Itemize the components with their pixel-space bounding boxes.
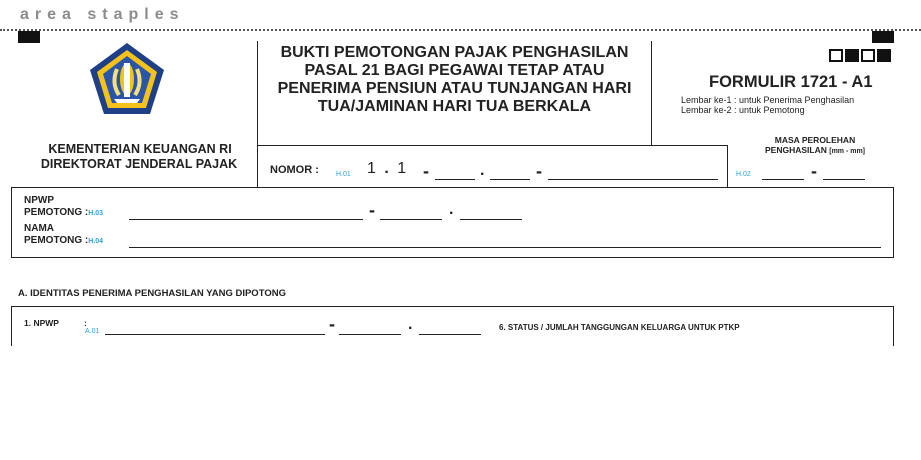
npwp-pemotong-label-1: NPWP <box>24 195 54 206</box>
corner-squares <box>829 49 891 62</box>
nomor-dot: . <box>384 160 391 177</box>
sheet-1-note: Lembar ke-1 : untuk Penerima Penghasilan <box>681 95 855 105</box>
npwp-pemotong-field-3[interactable] <box>460 219 522 220</box>
nomor-box-top <box>257 145 727 146</box>
section-a-title: A. IDENTITAS PENERIMA PENGHASILAN YANG DIPOTONG <box>18 288 286 299</box>
nama-pemotong-label-1: NAMA <box>24 223 54 234</box>
recipient-npwp-colon: : <box>84 318 87 328</box>
nomor-digit-2: 1 <box>397 160 409 177</box>
registration-mark-right <box>872 31 894 43</box>
nomor-code: H.01 <box>336 171 351 178</box>
registration-mark-left <box>18 31 40 43</box>
square-white-1 <box>829 49 843 62</box>
square-black-1 <box>845 49 859 62</box>
nomor-prefix <box>367 160 408 178</box>
divider-title-form <box>651 41 652 145</box>
nomor-separator-2: . <box>480 162 485 179</box>
period-end-field[interactable] <box>823 179 865 180</box>
recipient-npwp-field-1[interactable] <box>105 334 325 335</box>
recipient-npwp-field-2[interactable] <box>339 334 401 335</box>
form-title-line2: PASAL 21 BAGI PEGAWAI TETAP ATAU <box>304 62 605 79</box>
ptkp-status-label: 6. STATUS / JUMLAH TANGGUNGAN KELUARGA UNTUK PTKP <box>499 323 740 332</box>
pemotong-box-left <box>11 187 12 257</box>
header-bottom-line <box>11 187 893 188</box>
period-code: H.02 <box>736 171 751 178</box>
npwp-pemotong-code: H.03 <box>88 210 104 217</box>
section-a-box-right <box>893 306 894 346</box>
nama-pemotong-code: H.04 <box>88 238 104 245</box>
staples-dotted-line <box>0 29 921 31</box>
nomor-field-3[interactable] <box>548 179 718 180</box>
nomor-field-1[interactable] <box>435 179 475 180</box>
directorate-name: DIREKTORAT JENDERAL PAJAK <box>40 157 238 171</box>
section-a-box-left <box>11 306 12 346</box>
npwp-pemotong-label-2: PEMOTONG : <box>24 207 89 218</box>
nomor-label: NOMOR : <box>270 164 319 176</box>
form-title-line1: BUKTI PEMOTONGAN PAJAK PENGHASILAN <box>280 44 629 61</box>
recipient-npwp-label: 1. NPWP <box>24 318 59 328</box>
npwp-pemotong-label <box>24 195 103 220</box>
nomor-separator-3: - <box>536 161 542 181</box>
period-label-line2: PENGHASILAN <box>764 145 827 155</box>
npwp-pemotong-field-1[interactable] <box>129 219 363 220</box>
nomor-box-right <box>727 145 728 187</box>
nomor-digit-1: 1 <box>367 160 378 177</box>
sheet-2-note: Lembar ke-2 : untuk Pemotong <box>681 105 805 115</box>
npwp-pemotong-dot: . <box>449 201 454 218</box>
period-separator: - <box>811 161 817 181</box>
ministry-name: KEMENTERIAN KEUANGAN RI <box>48 142 232 156</box>
form-number: FORMULIR 1721 - A1 <box>709 73 873 91</box>
pemotong-box-bottom <box>11 257 894 258</box>
square-black-2 <box>877 49 891 62</box>
nomor-separator-1: - <box>423 161 429 181</box>
recipient-npwp-dot: . <box>408 316 413 333</box>
period-start-field[interactable] <box>762 179 804 180</box>
npwp-pemotong-dash: - <box>369 200 375 220</box>
nama-pemotong-label <box>24 223 103 248</box>
recipient-npwp-code: A.01 <box>85 328 100 335</box>
period-label <box>735 135 895 157</box>
nomor-field-2[interactable] <box>490 179 530 180</box>
nama-pemotong-field[interactable] <box>129 247 881 248</box>
divider-logo-title <box>257 41 258 187</box>
kemenkeu-emblem-icon <box>87 41 167 121</box>
recipient-npwp-field-3[interactable] <box>419 334 481 335</box>
staples-area-label: area staples <box>20 6 185 23</box>
form-title <box>262 44 647 116</box>
recipient-npwp-dash: - <box>329 314 335 334</box>
npwp-pemotong-field-2[interactable] <box>380 219 442 220</box>
period-format: [mm - mm] <box>829 148 866 155</box>
section-a-box-top <box>11 306 894 307</box>
form-title-line3: PENERIMA PENSIUN ATAU TUNJANGAN HARI <box>277 80 632 97</box>
form-title-line4: TUA/JAMINAN HARI TUA BERKALA <box>317 98 592 115</box>
pemotong-box-right <box>893 187 894 257</box>
period-label-line1: MASA PEROLEHAN <box>774 135 856 145</box>
nama-pemotong-label-2: PEMOTONG : <box>24 235 89 246</box>
square-white-2 <box>861 49 875 62</box>
ministry-logo <box>87 41 167 121</box>
